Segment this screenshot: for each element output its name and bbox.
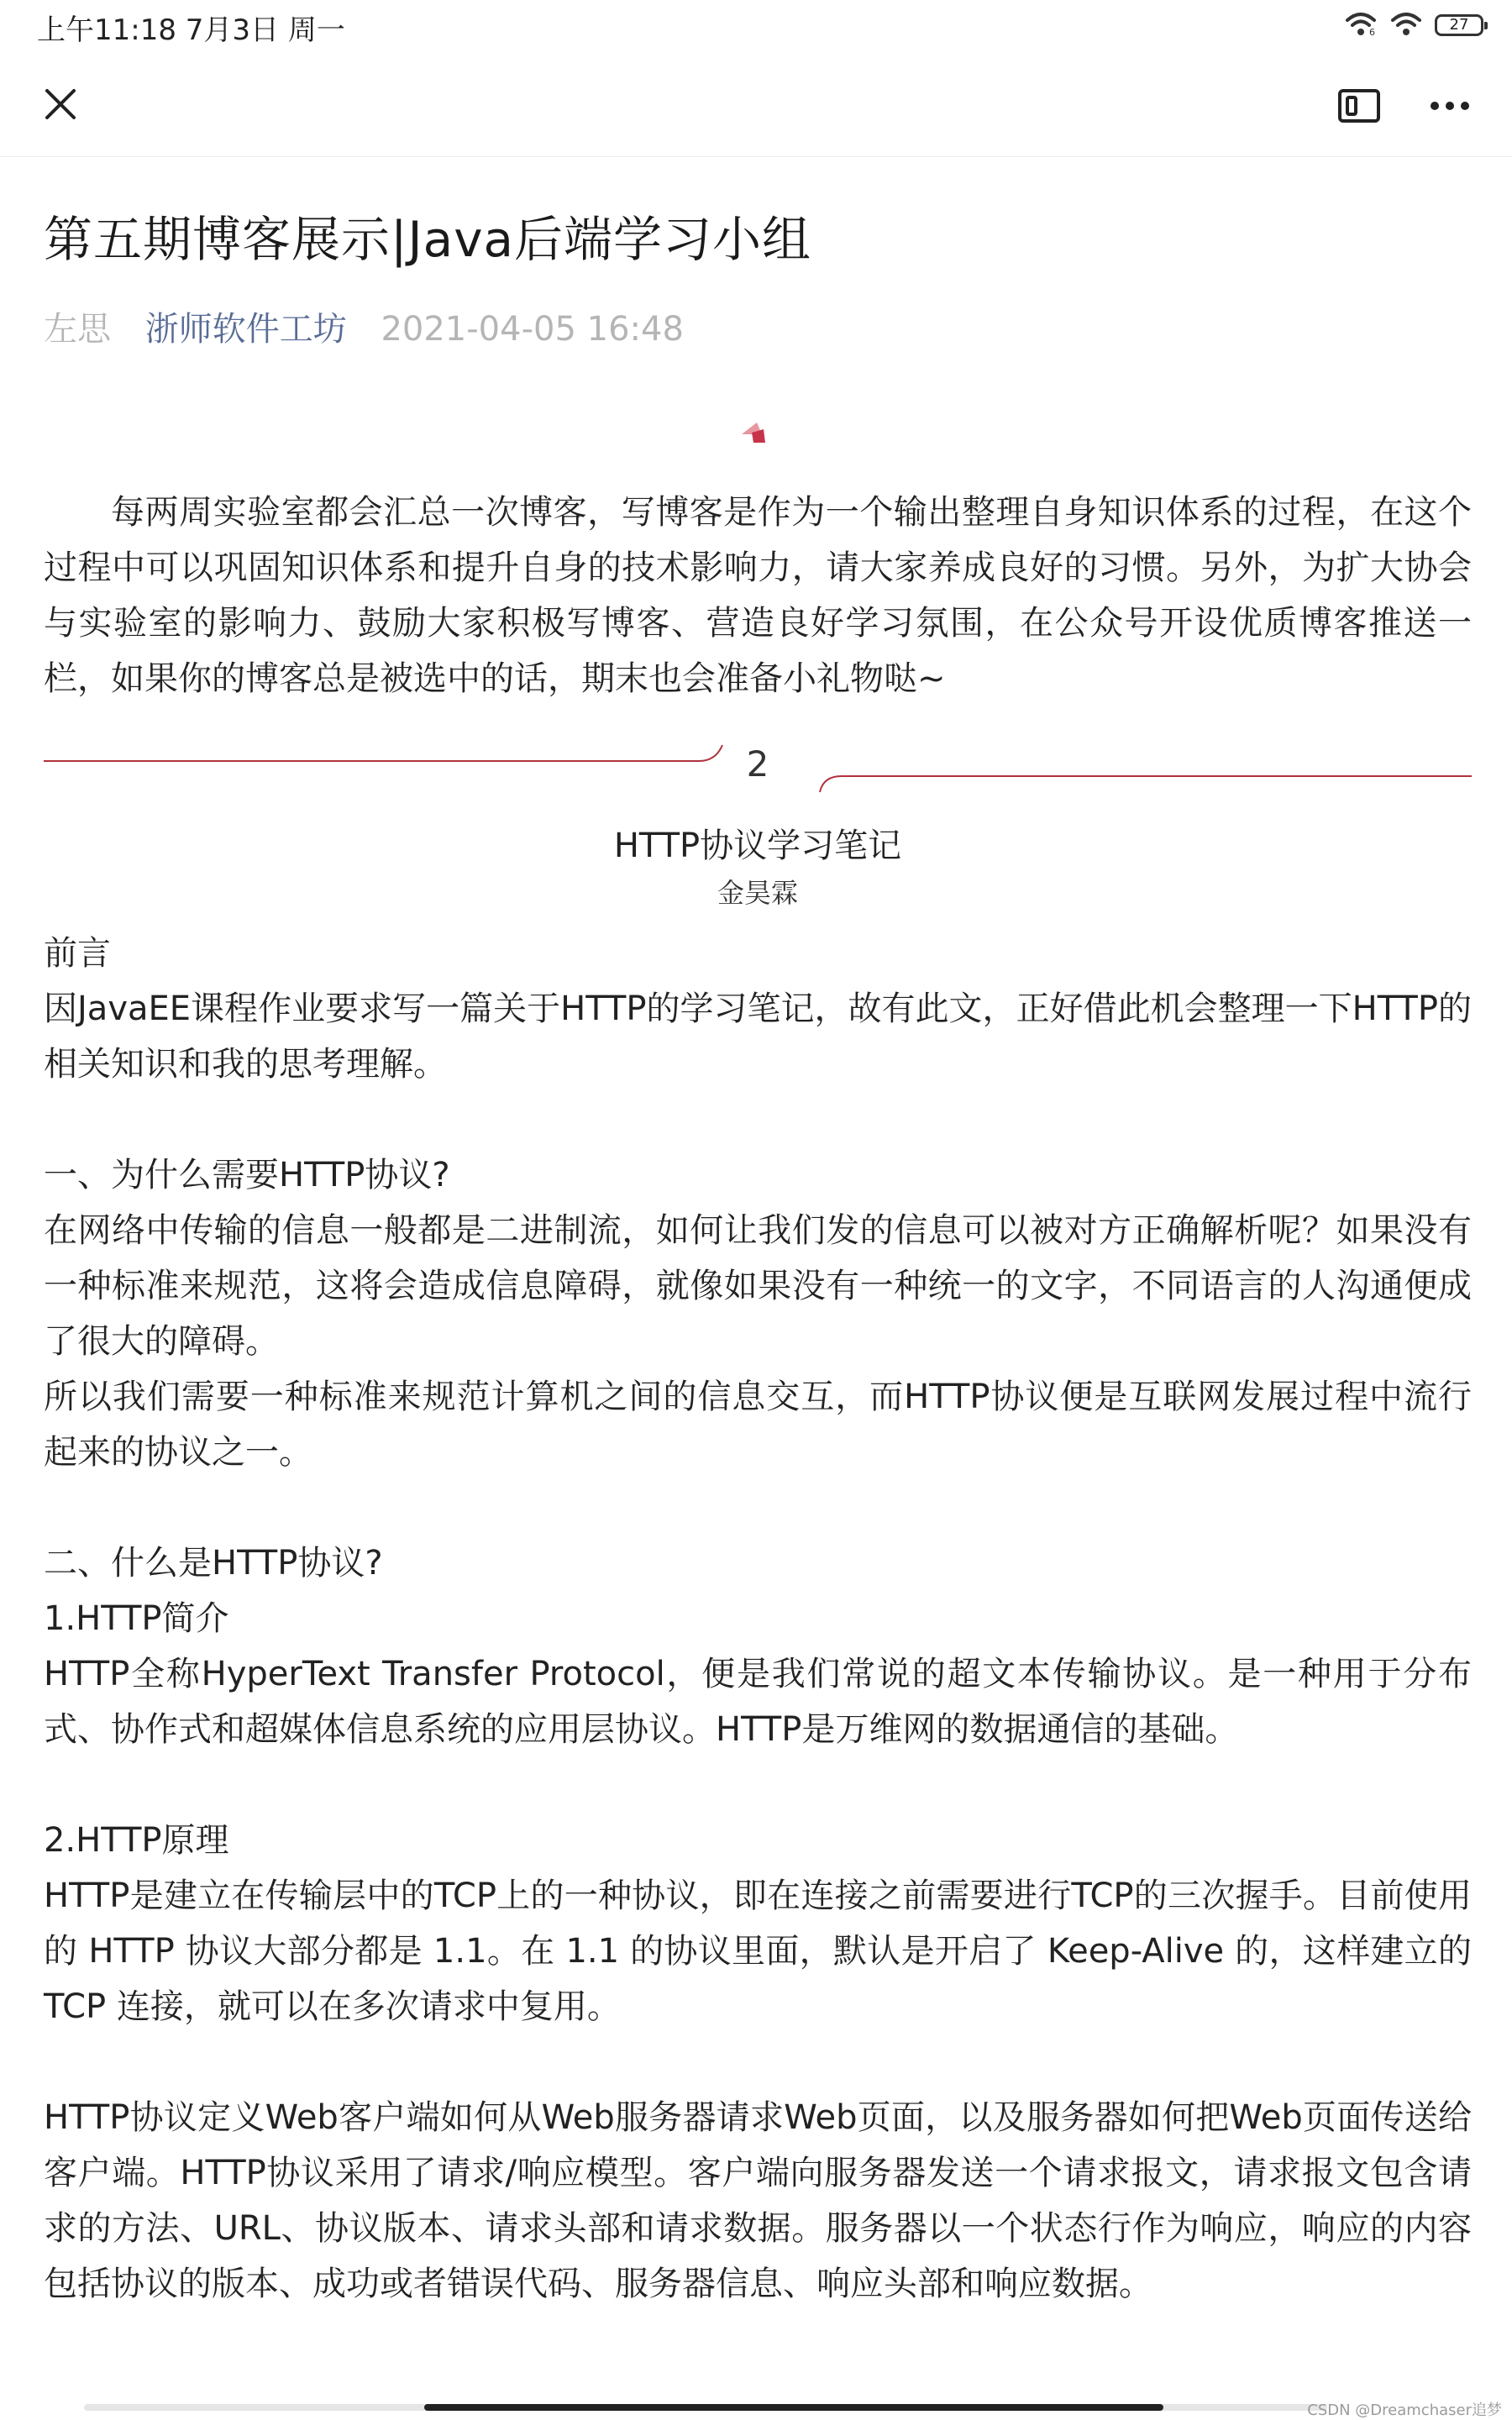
svg-text:6: 6 (1369, 27, 1375, 37)
heading-http-principle: 2.HTTP原理 (44, 1821, 229, 1860)
more-icon (1426, 82, 1473, 129)
spacer (44, 1092, 1472, 1147)
article-author: 左思 (44, 310, 111, 349)
scroll-track[interactable] (84, 2404, 1327, 2411)
spacer (44, 1480, 1472, 1535)
body-paragraph: HTTP全称HyperText Transfer Protocol，便是我们常说的超文本传输协议。是一种用于分布式、协作式和超媒体信息系统的应用层协议。HTTP是万维网的数据通信的基础。 (44, 1655, 1472, 1749)
intro-paragraph: 每两周实验室都会汇总一次博客，写博客是作为一个输出整理自身知识体系的过程，在这个过程中可以巩固知识体系和提升自身的技术影响力，请大家养成良好的习惯。另外，为扩大协会与实验室的影响力、鼓励大家积极写博客、营造良好学习氛围，在公众号开设优质博客推送一栏，如果你的博客总是被选中的话，期末也会准备小礼物哒~ (44, 493, 1472, 698)
more-button[interactable] (1426, 82, 1473, 129)
body-paragraph: 在网络中传输的信息一般都是二进制流，如何让我们发的信息可以被对方正确解析呢？如果没有一种标准来规范，这将会造成信息障碍，就像如果没有一种统一的文字，不同语言的人沟通便成了很大的障碍。 (44, 1211, 1472, 1361)
body-paragraph: HTTP是建立在传输层中的TCP上的一种协议，即在连接之前需要进行TCP的三次握手。目前使用的 HTTP 协议大部分都是 1.1。在 1.1 的协议里面，默认是开启了 Keep-Alive 的，这样建立的 TCP 连接，就可以在多次请求中复用。 (44, 1877, 1472, 2026)
status-icons (1344, 10, 1483, 40)
account-link[interactable]: 浙师软件工坊 (144, 310, 347, 349)
heading-preface: 前言 (44, 934, 111, 973)
spacer (44, 1757, 1472, 1813)
spacer (44, 2034, 1472, 2090)
reader-view-icon (1336, 82, 1383, 129)
status-bar (0, 0, 1512, 49)
body-paragraph: 因JavaEE课程作业要求写一篇关于HTTP的学习笔记，故有此文，正好借此机会整理一下HTTP的相关知识和我的思考理解。 (44, 990, 1472, 1084)
sub-article-title: HTTP协议学习笔记 (613, 827, 902, 865)
wifi-icon (1389, 10, 1423, 40)
battery-icon: 27 (1435, 14, 1483, 36)
article-title: 第五期博客展示|Java后端学习小组 (44, 211, 812, 268)
section-divider (44, 740, 1472, 807)
article-date: 2021-04-05 16:48 (381, 310, 684, 349)
heading-http-intro: 1.HTTP简介 (44, 1599, 229, 1638)
article-meta (44, 302, 1472, 350)
section-number: 2 (746, 743, 769, 785)
nav-actions (1336, 82, 1473, 129)
heading-section-1: 一、为什么需要HTTP协议? (44, 1156, 450, 1194)
nav-bar (0, 49, 1512, 157)
status-time: 上午11:18 7月3日 周一 (37, 13, 345, 47)
scroll-thumb[interactable] (424, 2404, 1163, 2411)
close-icon (37, 81, 84, 128)
ornament (44, 409, 1472, 476)
ornament-icon (735, 409, 780, 454)
close-button[interactable] (37, 81, 84, 128)
article (44, 156, 1472, 2312)
sub-article-author: 金昊霖 (717, 877, 798, 909)
signal-icon (1344, 10, 1378, 40)
watermark: CSDN @Dreamchaser追梦 (1307, 2402, 1502, 2419)
article-body (44, 926, 1472, 2312)
body-paragraph: HTTP协议定义Web客户端如何从Web服务器请求Web页面，以及服务器如何把Web页面传送给客户端。HTTP协议采用了请求/响应模型。客户端向服务器发送一个请求报文，请求报文包含请求的方法、URL、协议版本、请求头部和请求数据。服务器以一个状态行作为响应，响应的内容包括协议的版本、成功或者错误代码、服务器信息、响应头部和响应数据。 (44, 2098, 1472, 2303)
heading-section-2: 二、什么是HTTP协议? (44, 1544, 383, 1583)
body-paragraph: 所以我们需要一种标准来规范计算机之间的信息交互，而HTTP协议便是互联网发展过程中流行起来的协议之一。 (44, 1378, 1472, 1472)
reader-view-button[interactable] (1336, 82, 1383, 129)
